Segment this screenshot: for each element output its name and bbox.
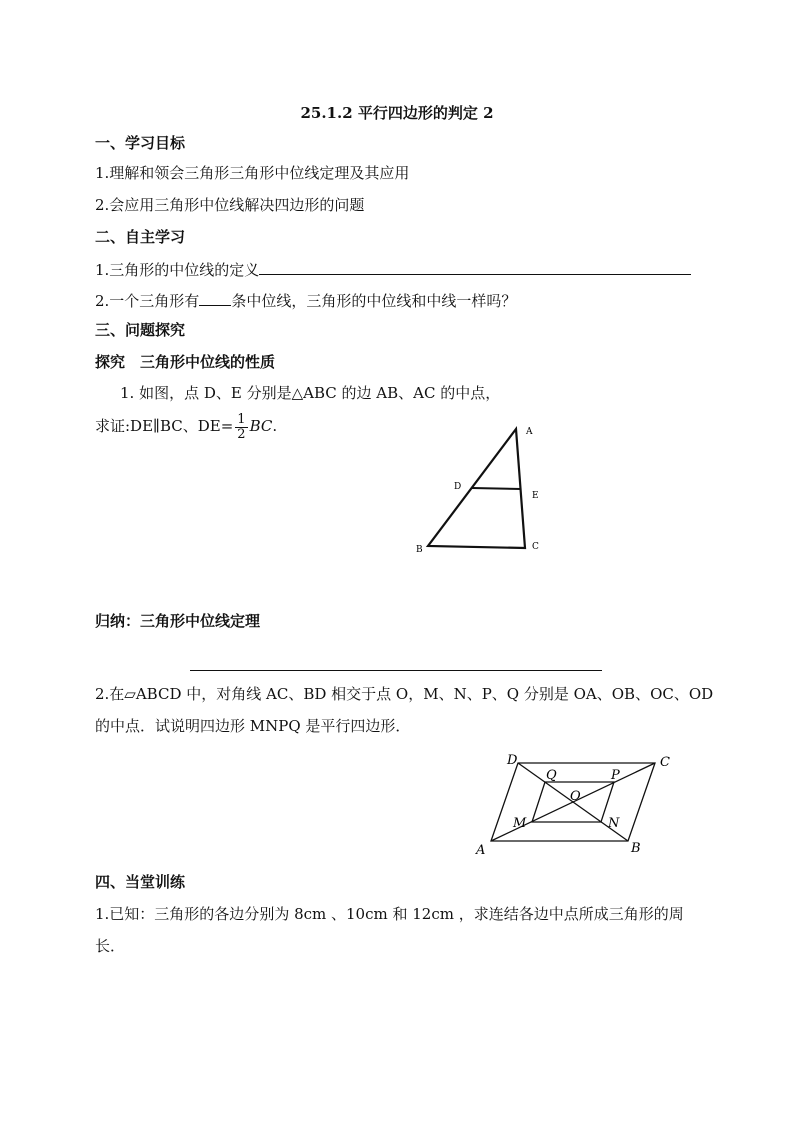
practice-q1-line1: 1.已知：三角形的各边分别为 8cm 、10cm 和 12cm ，求连结各边中点所成三角形的周 <box>95 905 684 923</box>
label-d: D <box>454 482 462 492</box>
label-c: C <box>532 542 539 552</box>
objective-2: 2.会应用三角形中位线解决四边形的问题 <box>95 196 365 214</box>
section1-heading: 一、学习目标 <box>95 134 186 152</box>
section4-heading: 四、当堂训练 <box>95 873 186 891</box>
triangle-figure <box>405 418 555 563</box>
example1-line2-pre: 求证:DE∥BC、DE= <box>95 417 234 435</box>
summary-answer-line[interactable] <box>190 670 602 671</box>
label-q: Q <box>546 768 557 783</box>
label-a: A <box>526 427 533 437</box>
label-o: O <box>570 789 581 804</box>
fraction-denominator: 2 <box>237 426 246 442</box>
label-d: D <box>507 753 518 768</box>
self-study-q2-post: 条中位线，三角形的中位线和中线一样吗？ <box>231 292 517 310</box>
summary-heading: 归纳：三角形中位线定理 <box>95 612 261 630</box>
label-b: B <box>416 545 423 555</box>
label-a: A <box>476 843 486 858</box>
parallelogram-figure <box>470 748 685 860</box>
explore-heading: 探究 三角形中位线的性质 <box>95 353 276 371</box>
example1-line2 <box>95 412 277 442</box>
self-study-q2-pre: 2.一个三角形有 <box>95 292 200 310</box>
midline-de <box>472 488 521 489</box>
section3-heading: 三、问题探究 <box>95 321 186 339</box>
label-m: M <box>513 816 527 831</box>
answer-blank-count[interactable] <box>199 289 231 306</box>
section2-heading: 二、自主学习 <box>95 228 186 246</box>
fraction-numerator: 1 <box>237 411 246 427</box>
example2-line1: 2.在▱ABCD 中，对角线 AC、BD 相交于点 O，M、N、P、Q 分别是 OA、OB、OC、OD <box>95 685 714 703</box>
fraction-one-half <box>235 413 247 442</box>
answer-blank[interactable] <box>259 258 691 275</box>
example1-bc: BC <box>249 417 273 435</box>
page-title: 25.1.2 平行四边形的判定 2 <box>300 104 494 122</box>
label-e: E <box>532 491 539 501</box>
label-c: C <box>660 755 670 770</box>
example1-line1: 1. 如图，点 D、E 分别是△ABC 的边 AB、AC 的中点， <box>120 384 501 402</box>
self-study-q1 <box>95 258 691 280</box>
label-n: N <box>608 816 620 831</box>
practice-q1-line2: 长． <box>95 937 126 955</box>
label-p: P <box>611 768 620 783</box>
label-b: B <box>631 841 641 856</box>
example1-period: . <box>272 417 278 435</box>
objective-1: 1.理解和领会三角形三角形中位线定理及其应用 <box>95 164 410 182</box>
self-study-q2 <box>95 289 516 311</box>
example2-line2: 的中点．试说明四边形 MNPQ 是平行四边形． <box>95 717 411 735</box>
self-study-q1-text: 1.三角形的中位线的定义 <box>95 261 260 279</box>
